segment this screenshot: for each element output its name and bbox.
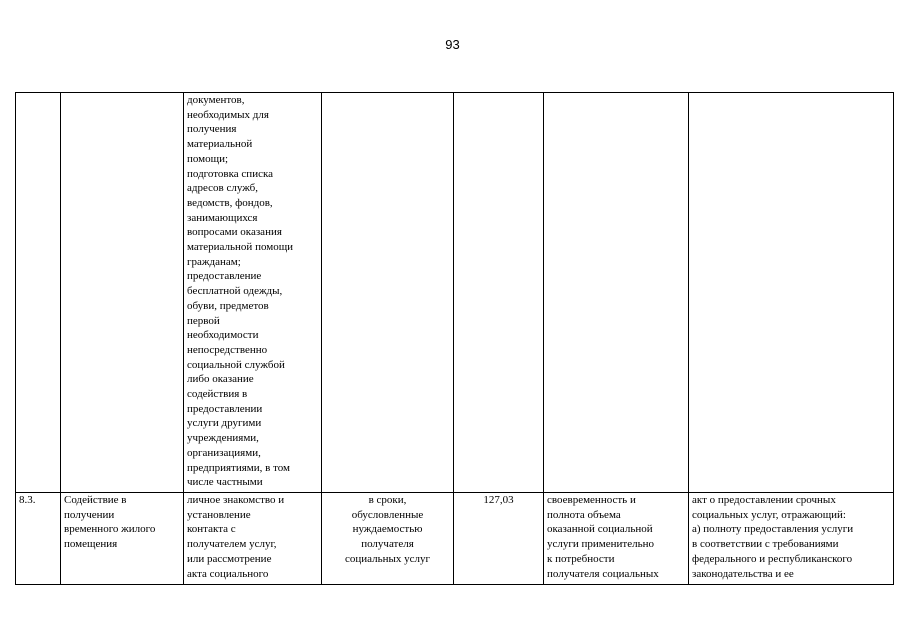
cell-tariff: 127,03 bbox=[454, 493, 544, 585]
services-table bbox=[15, 92, 894, 585]
cell-conditions bbox=[689, 93, 894, 493]
cell-service-name: Содействие в получении временного жилого помещения bbox=[61, 493, 184, 585]
cell-tariff bbox=[454, 93, 544, 493]
table-row-8-3 bbox=[16, 493, 894, 585]
cell-service-content: личное знакомство и установление контакта с получателем услуг, или рассмотрение акта социального bbox=[184, 493, 322, 585]
cell-terms: в сроки, обусловленные нуждаемостью получателя социальных услуг bbox=[322, 493, 454, 585]
cell-quality-indicators: своевременность и полнота объема оказанной социальной услуги применительно к потребности получателя социальных bbox=[544, 493, 689, 585]
cell-number: 8.3. bbox=[16, 493, 61, 585]
cell-service-content: документов, необходимых для получения материальной помощи; подготовка списка адресов служб, ведомств, фондов, занимающихся вопросами оказания материальной помощи гражданам; предоставление бесплатной одежды, обуви, предметов первой необходимости непосредственно социальной службой либо оказание содействия в предоставлении услуги другими учреждениями, организациями, предприятиями, в том числе частными bbox=[184, 93, 322, 493]
cell-terms bbox=[322, 93, 454, 493]
cell-service-name bbox=[61, 93, 184, 493]
table-row-continuation bbox=[16, 93, 894, 493]
cell-conditions: акт о предоставлении срочных социальных услуг, отражающий: а) полноту предоставления услуги в соответствии с требованиями федерального и республиканского законодательства и ее bbox=[689, 493, 894, 585]
cell-number bbox=[16, 93, 61, 493]
page-number: 93 bbox=[445, 37, 460, 52]
cell-quality-indicators bbox=[544, 93, 689, 493]
